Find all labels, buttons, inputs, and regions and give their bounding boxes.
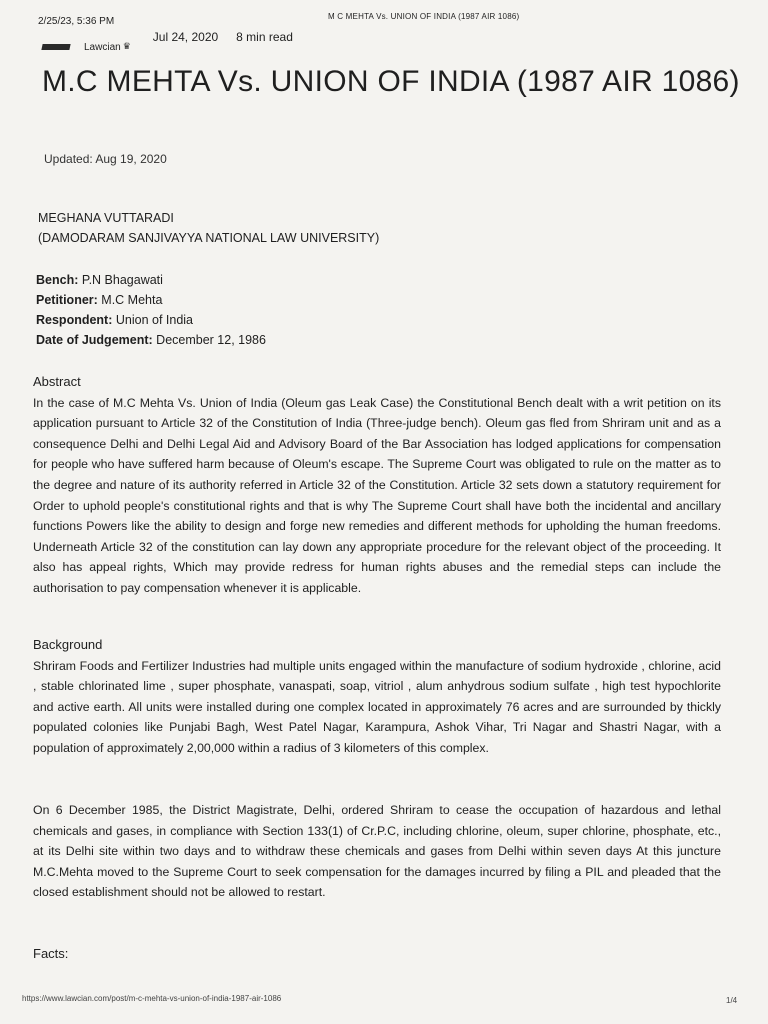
case-detail-petitioner: Petitioner: M.C Mehta	[36, 293, 163, 307]
case-detail-bench: Bench: P.N Bhagawati	[36, 273, 163, 287]
read-time: 8 min read	[236, 30, 293, 44]
background-paragraph-2: On 6 December 1985, the District Magistrate, Delhi, ordered Shriram to cease the occupation of hazardous and lethal chemicals and gases, in compliance with Section 133(1) of Cr.P.C, including chlorine, oleum, super chlorine, phosphate, etc., at its Delhi site within two days and to withdraw these chemicals and gases from Delhi within seven days At this juncture M.C.Mehta moved to the Supreme Court to seek compensation for the damages incurred by filing a PIL and pleaded that the closed establishment should not be allowed to restart.	[33, 803, 721, 900]
author-fullname: MEGHANA VUTTARADI	[38, 211, 174, 225]
facts-heading: Facts:	[33, 946, 69, 961]
case-details	[36, 270, 266, 350]
author-name[interactable]: Lawcian	[84, 42, 121, 53]
article-author	[38, 208, 379, 248]
post-meta-row	[42, 30, 293, 52]
print-header-title: M C MEHTA Vs. UNION OF INDIA (1987 AIR 1086)	[328, 12, 520, 21]
crown-icon: ♛	[122, 41, 131, 51]
author-institution: (DAMODARAM SANJIVAYYA NATIONAL LAW UNIVERSITY)	[38, 231, 380, 245]
logo-icon	[41, 44, 70, 50]
background-heading: Background	[33, 637, 103, 652]
background-paragraph-1: Shriram Foods and Fertilizer Industries had multiple units engaged within the manufacture of sodium hydroxide , chlorine, acid , stable chlorinated lime , super phosphate, vanaspati, soap, vitriol , alum anhydrous sodium sulfate , high test hypochlorite and active earth. All units were installed during one complex located in approximately 76 acres and are surrounded by thickly populated colonies like Punjabi Bagh, West Patel Nagar, Karampura, Ashok Vihar, Tri Nagar and Shastri Nagar, with a population of approximately 2,00,000 within a radius of 3 kilometers of this complex.	[33, 658, 721, 755]
page-number: 1/4	[726, 996, 738, 1005]
case-detail-respondent: Respondent: Union of India	[36, 313, 194, 327]
background-section	[33, 635, 721, 759]
updated-date: Updated: Aug 19, 2020	[44, 152, 167, 166]
abstract-heading: Abstract	[33, 374, 81, 389]
abstract-text: In the case of M.C Mehta Vs. Union of India (Oleum gas Leak Case) the Constitutional Bench dealt with a writ petition on its application pursuant to Article 32 of the Constitution of India (Three-judge bench). Oleum gas fled from Shriram unit and as a consequence Delhi and Delhi Legal Aid and Advisory Board of the Bar Association has lodged applications for compensation for people who have suffered harm because of Oleum's escape. The Supreme Court was obligated to rule on the matter as to the degree and nature of its authority referred in Article 32 of the Constitution. Article 32 sets down a statutory requirement for Order to uphold people's constitutional rights and that is why The Supreme Court shall have both the incidental and ancillary functions Powers like the ability to design and forge new remedies and different methods for upholding the human freedoms. Underneath Article 32 of the constitution can lay down any appropriate procedure for the relevant object of the proceeding. It also has appeal rights, Which may provide redress for human rights abuses and the remedial steps can include the authorisation to pay compensation whenever it is applicable.	[33, 395, 721, 595]
abstract-section	[33, 372, 721, 599]
footer-url: https://www.lawcian.com/post/m-c-mehta-vs-union-of-india-1987-air-1086	[22, 994, 282, 1003]
site-logo[interactable]	[42, 40, 131, 53]
post-date: Jul 24, 2020	[152, 30, 219, 44]
facts-section	[33, 944, 721, 965]
print-datetime: 2/25/23, 5:36 PM	[38, 16, 115, 27]
page-title: M.C MEHTA Vs. UNION OF INDIA (1987 AIR 1086)	[42, 65, 740, 98]
case-detail-judgement-date: Date of Judgement: December 12, 1986	[36, 333, 266, 347]
background-paragraph-2-block	[33, 800, 721, 903]
